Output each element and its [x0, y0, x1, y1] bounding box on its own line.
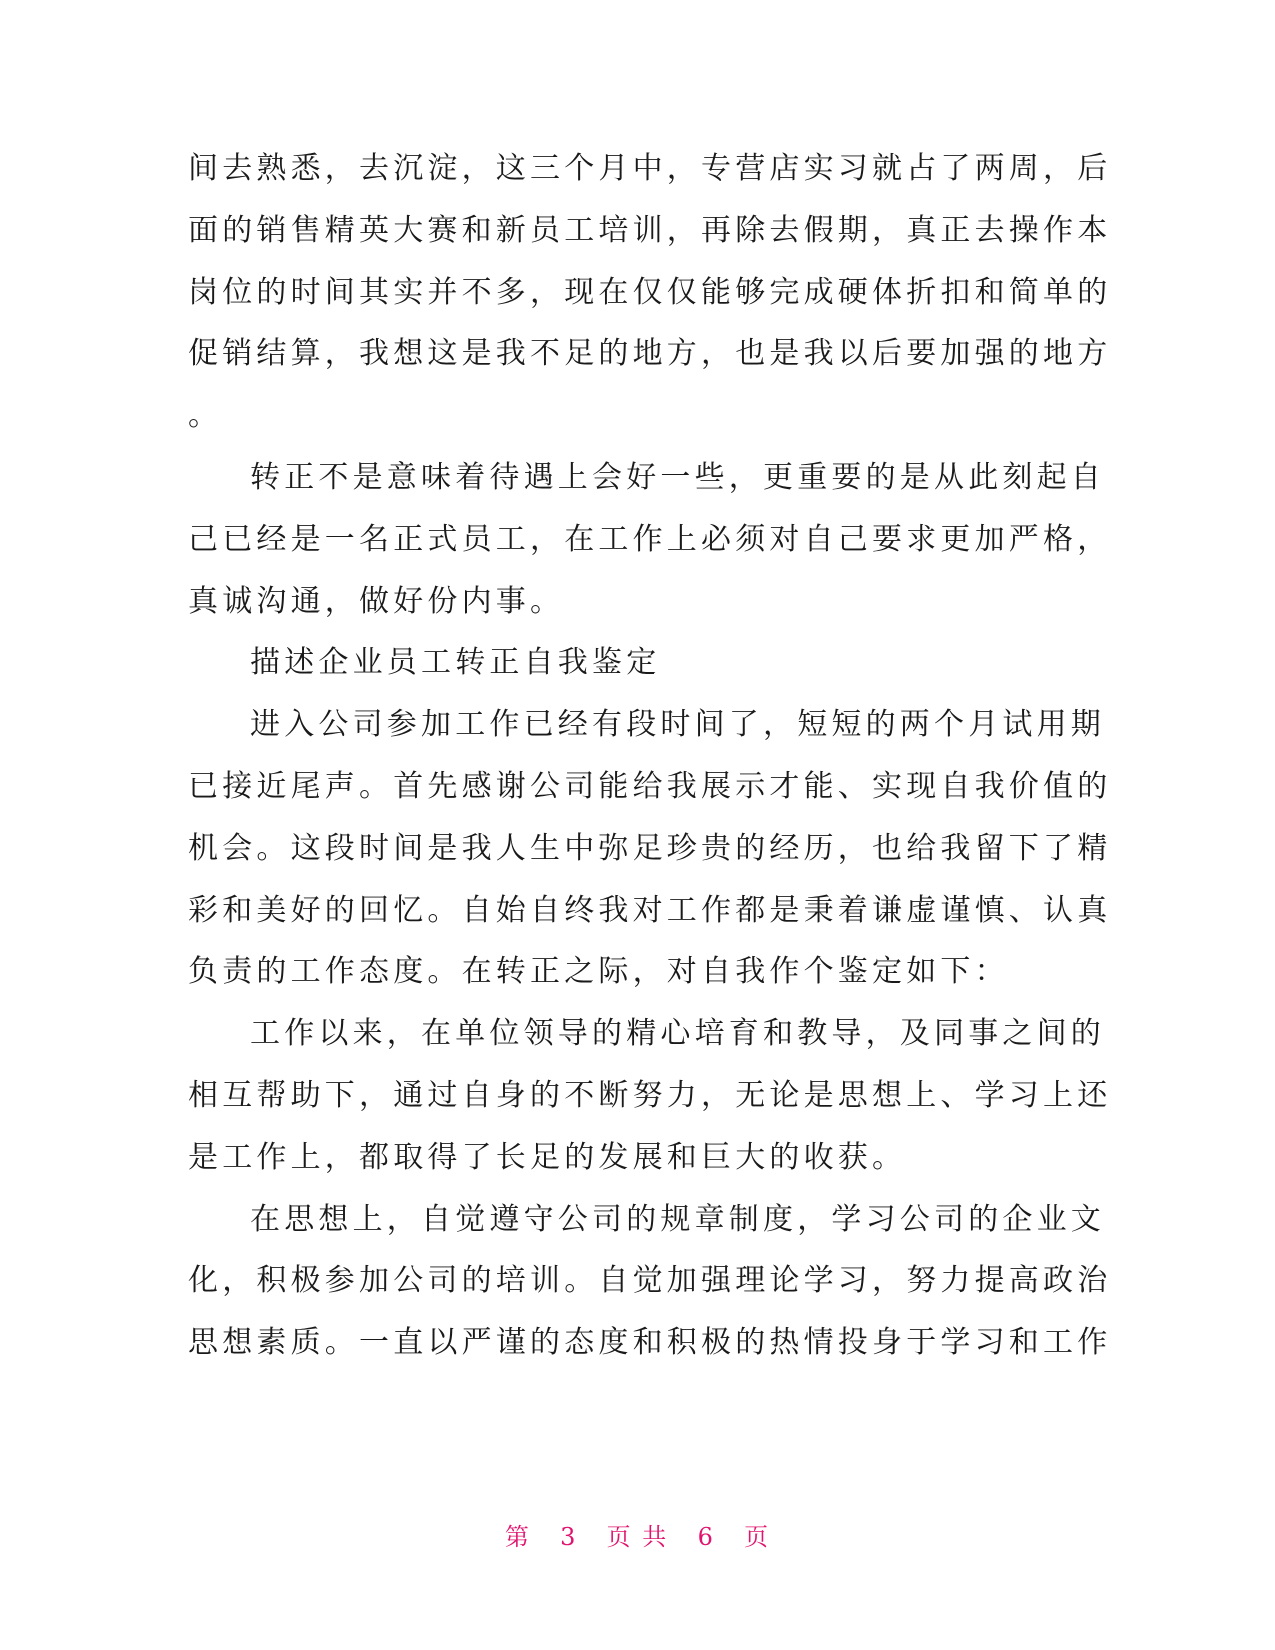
text-line: 是工作上，都取得了长足的发展和巨大的收获。	[188, 1139, 907, 1175]
section-heading: 描述企业员工转正自我鉴定	[250, 645, 661, 681]
text-line: 彩和美好的回忆。自始自终我对工作都是秉着谦虚谨慎、认真	[188, 892, 1112, 928]
footer-prefix: 第	[504, 1523, 531, 1551]
footer-suffix: 页	[744, 1523, 771, 1551]
current-page-number: 3	[560, 1523, 578, 1551]
paragraph-first-line: 转正不是意味着待遇上会好一些，更重要的是从此刻起自	[250, 459, 1105, 495]
document-body	[188, 138, 1112, 1374]
text-line: 己已经是一名正式员工，在工作上必须对自己要求更加严格，	[188, 521, 1112, 557]
paragraph-first-line: 在思想上，自觉遵守公司的规章制度，学习公司的企业文	[250, 1201, 1105, 1237]
page-number-footer	[0, 1517, 1275, 1552]
text-line: 间去熟悉，去沉淀，这三个月中，专营店实习就占了两周，后	[188, 151, 1112, 186]
text-line: 机会。这段时间是我人生中弥足珍贵的经历，也给我留下了精	[188, 830, 1112, 866]
text-line: 负责的工作态度。在转正之际，对自我作个鉴定如下：	[188, 954, 1009, 990]
text-line: 已接近尾声。首先感谢公司能给我展示才能、实现自我价值的	[188, 768, 1112, 804]
text-line: 思想素质。一直以严谨的态度和积极的热情投身于学习和工作	[188, 1325, 1112, 1361]
paragraph-first-line: 工作以来，在单位领导的精心培育和教导，及同事之间的	[250, 1016, 1105, 1052]
text-line: 面的销售精英大赛和新员工培训，再除去假期，真正去操作本	[188, 212, 1112, 248]
text-line: 岗位的时间其实并不多，现在仅仅能够完成硬体折扣和简单的	[188, 274, 1112, 310]
text-line: 化，积极参加公司的培训。自觉加强理论学习，努力提高政治	[188, 1263, 1112, 1299]
footer-middle: 页 共	[606, 1523, 669, 1551]
text-line: 相互帮助下，通过自身的不断努力，无论是思想上、学习上还	[188, 1077, 1112, 1113]
paragraph-first-line: 进入公司参加工作已经有段时间了，短短的两个月试用期	[250, 707, 1105, 743]
total-page-number: 6	[697, 1523, 715, 1551]
text-line: 促销结算，我想这是我不足的地方，也是我以后要加强的地方	[188, 336, 1112, 372]
text-line: 。	[188, 398, 223, 434]
text-line: 真诚沟通，做好份内事。	[188, 583, 565, 619]
